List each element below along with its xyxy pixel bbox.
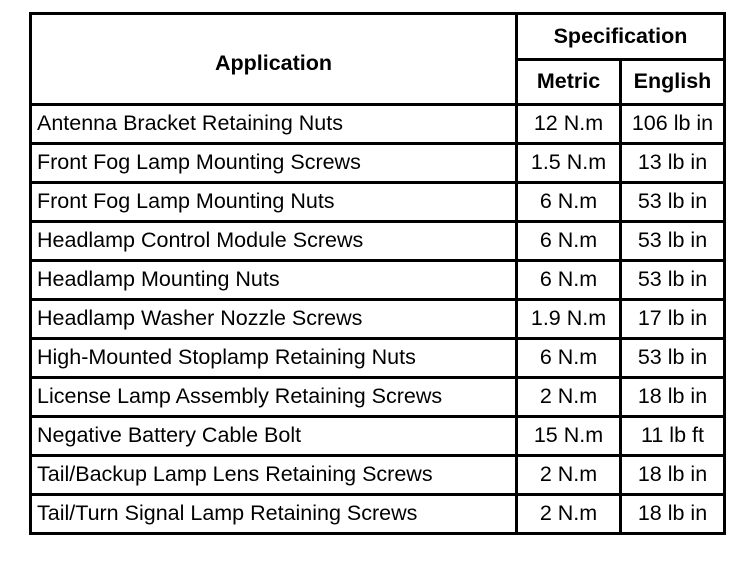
application-header: Application [31,14,517,105]
table-row [31,261,725,300]
metric-cell: 1.5 N.m [517,144,621,183]
metric-cell: 6 N.m [517,261,621,300]
application-cell: Antenna Bracket Retaining Nuts [31,105,517,144]
metric-cell: 2 N.m [517,456,621,495]
english-cell: 11 lb ft [621,417,725,456]
application-cell: Tail/Backup Lamp Lens Retaining Screws [31,456,517,495]
table-row [31,339,725,378]
metric-cell: 2 N.m [517,495,621,534]
application-cell: Negative Battery Cable Bolt [31,417,517,456]
metric-cell: 6 N.m [517,222,621,261]
specification-table [29,12,726,535]
table-row [31,456,725,495]
table-row [31,378,725,417]
metric-cell: 6 N.m [517,183,621,222]
application-cell: High-Mounted Stoplamp Retaining Nuts [31,339,517,378]
metric-cell: 6 N.m [517,339,621,378]
table-header [31,14,725,105]
english-cell: 53 lb in [621,261,725,300]
table-row [31,144,725,183]
application-cell: Front Fog Lamp Mounting Nuts [31,183,517,222]
english-cell: 53 lb in [621,339,725,378]
metric-cell: 1.9 N.m [517,300,621,339]
table-row [31,105,725,144]
table-row [31,495,725,534]
application-cell: License Lamp Assembly Retaining Screws [31,378,517,417]
metric-cell: 2 N.m [517,378,621,417]
english-cell: 53 lb in [621,222,725,261]
header-row-top [31,14,725,60]
application-cell: Tail/Turn Signal Lamp Retaining Screws [31,495,517,534]
table-row [31,222,725,261]
metric-header: Metric [517,59,621,105]
english-cell: 13 lb in [621,144,725,183]
english-cell: 18 lb in [621,495,725,534]
english-cell: 18 lb in [621,456,725,495]
english-cell: 18 lb in [621,378,725,417]
english-cell: 106 lb in [621,105,725,144]
specification-header: Specification [517,14,725,60]
table-row [31,417,725,456]
table-row [31,300,725,339]
application-cell: Headlamp Control Module Screws [31,222,517,261]
table-body [31,105,725,534]
application-cell: Front Fog Lamp Mounting Screws [31,144,517,183]
application-cell: Headlamp Washer Nozzle Screws [31,300,517,339]
metric-cell: 15 N.m [517,417,621,456]
english-cell: 17 lb in [621,300,725,339]
application-cell: Headlamp Mounting Nuts [31,261,517,300]
table-row [31,183,725,222]
metric-cell: 12 N.m [517,105,621,144]
english-header: English [621,59,725,105]
english-cell: 53 lb in [621,183,725,222]
